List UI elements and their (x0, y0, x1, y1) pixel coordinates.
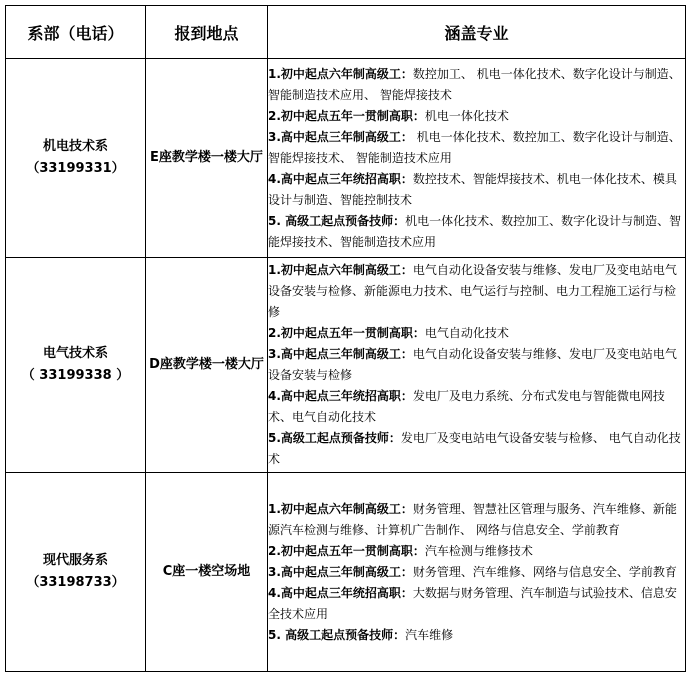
major-item-text: 机电一体化技术、数控加工、数字化设计与制造、智能焊接技术、智能制造技术应用 (268, 213, 682, 249)
major-item (268, 562, 685, 583)
department-name: 现代服务系 (42, 553, 108, 568)
table-row (6, 473, 686, 672)
major-item-label: 4.高中起点三年统招高职： (268, 171, 413, 186)
major-item-label: 5.高级工起点预备技师： (268, 431, 401, 445)
major-item (268, 625, 685, 646)
major-item (268, 260, 685, 323)
major-item (268, 344, 685, 386)
header-location: 报到地点 (146, 6, 268, 59)
location-cell: D座教学楼一楼大厅 (146, 258, 268, 473)
majors-cell (268, 59, 686, 258)
majors-cell (268, 473, 686, 672)
major-item (268, 428, 685, 470)
location-cell: C座一楼空场地 (146, 473, 268, 672)
major-item-text: 机电一体化技术、数控加工、数字化设计与制造、智能焊接技术、 智能制造技术应用 (268, 129, 681, 165)
major-item-text: 机电一体化技术 (424, 108, 509, 123)
major-item-label: 4.高中起点三年统招高职： (268, 585, 413, 600)
major-item-label: 5. 高级工起点预备技师： (268, 627, 406, 642)
department-cell (6, 473, 146, 672)
major-item-label: 1.初中起点六年制高级工： (268, 66, 413, 81)
major-item-label: 2.初中起点五年一贯制高职： (268, 326, 425, 340)
major-item (268, 106, 685, 127)
major-item-text: 汽车检测与维修技术 (424, 543, 533, 558)
major-item (268, 64, 685, 106)
table-row (6, 258, 686, 473)
table-row (6, 59, 686, 258)
major-item-text: 大数据与财务管理、汽车制造与试验技术、信息安全技术应用 (268, 585, 677, 621)
majors-cell (268, 258, 686, 473)
major-item-text: 电气自动化设备安装与维修、发电厂及变电站电气设备安装与检修 (268, 347, 677, 382)
department-table (5, 5, 686, 672)
department-phone: （33199331） (26, 161, 125, 176)
major-item (268, 541, 685, 562)
major-item-text: 数控加工、 机电一体化技术、数字化设计与制造、智能制造技术应用、 智能焊接技术 (268, 66, 681, 102)
major-item-label: 1.初中起点六年制高级工： (268, 263, 413, 277)
major-item-label: 2.初中起点五年一贯制高职： (268, 108, 425, 123)
major-item (268, 499, 685, 541)
major-item (268, 323, 685, 344)
major-item (268, 211, 685, 253)
major-item-text: 财务管理、汽车维修、网络与信息安全、学前教育 (412, 564, 677, 579)
major-item-text: 财务管理、智慧社区管理与服务、汽车维修、新能源汽车检测与维修、计算机广告制作、 网络与信息安全、学前教育 (268, 501, 677, 537)
major-item-text: 数控技术、智能焊接技术、机电一体化技术、模具设计与制造、智能控制技术 (268, 171, 677, 207)
major-item (268, 127, 685, 169)
major-item (268, 583, 685, 625)
major-item (268, 169, 685, 211)
major-item (268, 386, 685, 428)
department-cell (6, 59, 146, 258)
location-cell: E座教学楼一楼大厅 (146, 59, 268, 258)
department-name: 电气技术系 (42, 346, 108, 361)
major-item-label: 3.高中起点三年制高级工： (268, 129, 413, 144)
department-cell (6, 258, 146, 473)
department-phone: （33198733） (26, 575, 125, 590)
header-majors: 涵盖专业 (268, 6, 686, 59)
major-item-label: 5. 高级工起点预备技师： (268, 213, 406, 228)
major-item-text: 电气自动化设备安装与维修、发电厂及变电站电气设备安装与检修、新能源电力技术、电气运行与控制、电力工程施工运行与检修 (268, 263, 677, 319)
major-item-text: 电气自动化技术 (424, 326, 509, 340)
department-phone: （ 33199338 ） (21, 368, 130, 383)
header-row (6, 6, 686, 59)
header-department: 系部（电话） (6, 6, 146, 59)
major-item-label: 2.初中起点五年一贯制高职： (268, 543, 425, 558)
department-name: 机电技术系 (42, 139, 108, 154)
major-item-label: 3.高中起点三年制高级工： (268, 564, 413, 579)
major-item-label: 4.高中起点三年统招高职： (268, 389, 413, 403)
major-item-text: 汽车维修 (405, 627, 454, 642)
major-item-text: 发电厂及变电站电气设备安装与检修、 电气自动化技术 (268, 431, 681, 466)
major-item-text: 发电厂及电力系统、分布式发电与智能微电网技术、电气自动化技术 (268, 389, 665, 424)
major-item-label: 3.高中起点三年制高级工： (268, 347, 413, 361)
major-item-label: 1.初中起点六年制高级工： (268, 501, 413, 516)
